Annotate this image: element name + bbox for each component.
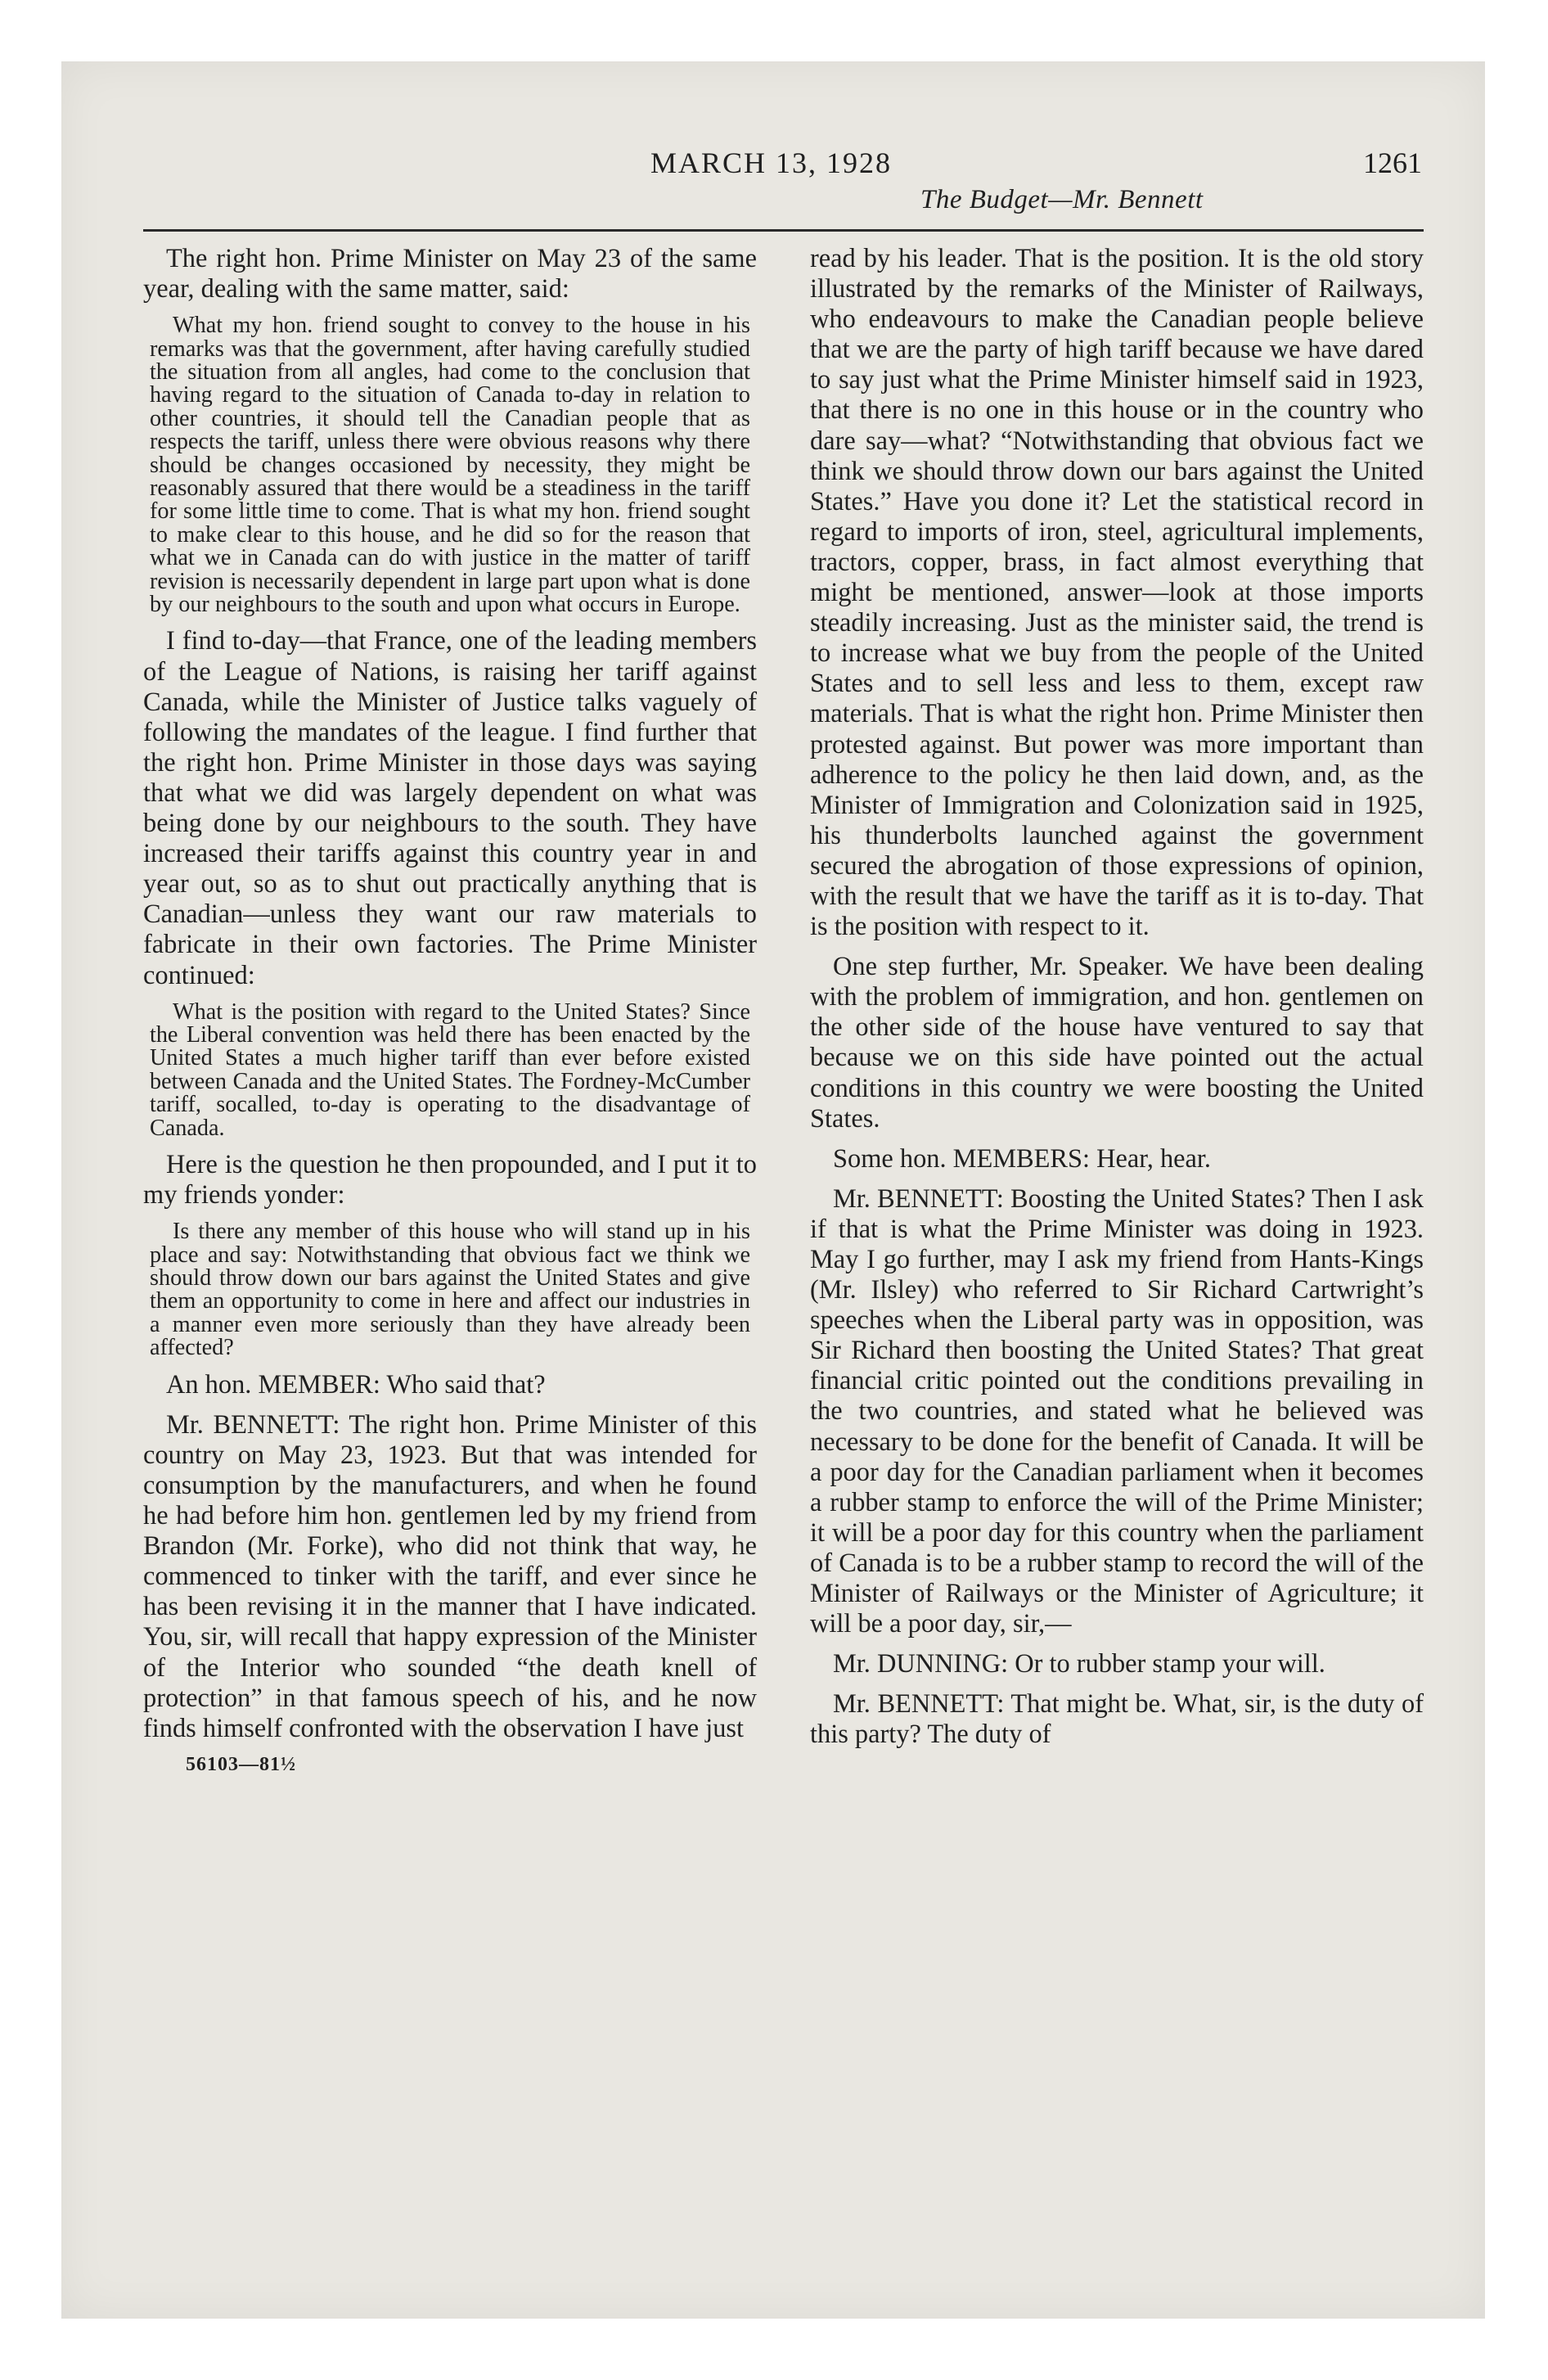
paragraph: Mr. BENNETT: Boosting the United States? Then I ask if that is what the Prime Minister was doing in 1923. May I go further, may I ask my friend from Hants-Kings (Mr. Ilsley) who referred to Sir Richard Cartwright’s speeches when the Liberal party was in opposition, was Sir Richard then boosting the United States? That great financial critic pointed out the conditions prevailing in the two countries, and stated what he believed was necessary to be done for the benefit of Canada. It will be a poor day for the Canadian parliament when it becomes a rubber stamp to enforce the will of the Prime Minister; it will be a poor day for this country when the parliament of Canada is to be a rubber stamp to record the will of the Minister of Railways or the Minister of Agriculture; it will be a poor day, sir,— xyxy=(810,1183,1424,1639)
hansard-page xyxy=(143,139,1424,2234)
block-quote: What is the position with regard to the United States? Since the Liberal convention was held there has been enacted by the United States a much higher tariff than ever before existed between Canada and the United States. The Fordney-McCumber tariff, socalled, to-day is operating to the disadvantage of Canada. xyxy=(150,998,750,1141)
paragraph: An hon. MEMBER: Who said that? xyxy=(166,1369,546,1400)
paragraph: Some hon. MEMBERS: Hear, hear. xyxy=(833,1143,1212,1174)
block-quote: What my hon. friend sought to convey to the house in his remarks was that the government, after having carefully studied the situation from all angles, had come to the conclusion that having regard to the situation of Canada to-day in relation to other countries, it should tell the Canadian people that as respects the tariff, unless there were obvious reasons why there should be changes occasioned by necessity, they might be reasonably assured that there would be a steadiness in the tariff for some little time to come. That is what my hon. friend sought to make clear to this house, and he did so for the reason that what we in Canada can do with justice in the matter of tariff revision is necessarily dependent in large part upon what is done by our neighbours to the south and upon what occurs in Europe. xyxy=(150,313,750,618)
paragraph: read by his leader. That is the position. It is the old story illustrated by the remarks of the Minister of Railways, who endeavours to make the Canadian people believe that we are the party of high tariff because we have dared to say just what the Prime Minister himself said in 1923, that there is no one in this house or in the country who dare say—what? “Notwithstanding that obvious fact we think we should throw down our bars against the United States.” Have you done it? Let the statistical record in regard to imports of iron, steel, agricultural implements, tractors, copper, brass, in fact almost everything that might be mentioned, answer—look at those imports steadily increasing. Just as the minister said, the trend is to increase what we buy from the people of the United States and to sell less and less to them, except raw materials. That is what the right hon. Prime Minister then protested against. But power was more important than adherence to the policy he then laid down, and, as the Minister of Immigration and Colonization said in 1925, his thunderbolts launched against the government secured the abrogation of those expressions of opinion, with the result that we have the tariff as it is to-day. That is the position with respect to it. xyxy=(810,244,1424,942)
page-number: 1261 xyxy=(1363,146,1422,179)
paragraph: Here is the question he then propounded, and I put it to my friends yonder: xyxy=(143,1150,757,1210)
paragraph: I find to-day—that France, one of the leading members of the League of Nations, is raising her tariff against Canada, while the Minister of Justice talks vaguely of following the mandates of the league. I find further that the right hon. Prime Minister in those days was saying that what we did was largely dependent on what was being done by our neighbours to the south. They have increased their tariffs against this country year in and year out, so as to shut out practically anything that is Canadian—unless they want our raw materials to fabricate in their own factories. The Prime Minister continued: xyxy=(143,626,757,990)
header-rule xyxy=(143,229,1424,232)
running-title: The Budget—Mr. Bennett xyxy=(920,185,1204,214)
paragraph: Mr. BENNETT: The right hon. Prime Minister of this country on May 23, 1923. But that was intended for consumption by the manufacturers, and when he found he had before him hon. gentlemen led by my friend from Brandon (Mr. Forke), who did not think that way, he commenced to tinker with the tariff, and ever since he has been revising it in the manner that I have indicated. You, sir, will recall that happy expression of the Minister of the Interior who sounded “the death knell of protection” in that famous speech of his, and he now finds himself confronted with the observation I have just xyxy=(143,1409,757,1743)
text-columns xyxy=(143,244,1424,1776)
header-date: MARCH 13, 1928 xyxy=(650,146,893,179)
right-column xyxy=(810,244,1424,1776)
paragraph: The right hon. Prime Minister on May 23 of the same year, dealing with the same matter, said: xyxy=(143,244,757,304)
paragraph: One step further, Mr. Speaker. We have been dealing with the problem of immigration, and hon. gentlemen on the other side of the house have ventured to say that because we on this side have pointed out the actual conditions in this country we were boosting the United States. xyxy=(810,952,1424,1134)
page-header xyxy=(143,139,1424,231)
paragraph: Mr. DUNNING: Or to rubber stamp your will. xyxy=(833,1649,1325,1679)
print-code: 56103—81½ xyxy=(186,1753,296,1775)
block-quote: Is there any member of this house who will stand up in his place and say: Notwithstanding that obvious fact we think we should throw down our bars against the United States and give them an opportunity to come in here and affect our industries in a manner even more seriously than they have already been affected? xyxy=(150,1219,750,1361)
left-column xyxy=(143,244,757,1776)
paragraph: Mr. BENNETT: That might be. What, sir, is the duty of this party? The duty of xyxy=(810,1689,1424,1750)
